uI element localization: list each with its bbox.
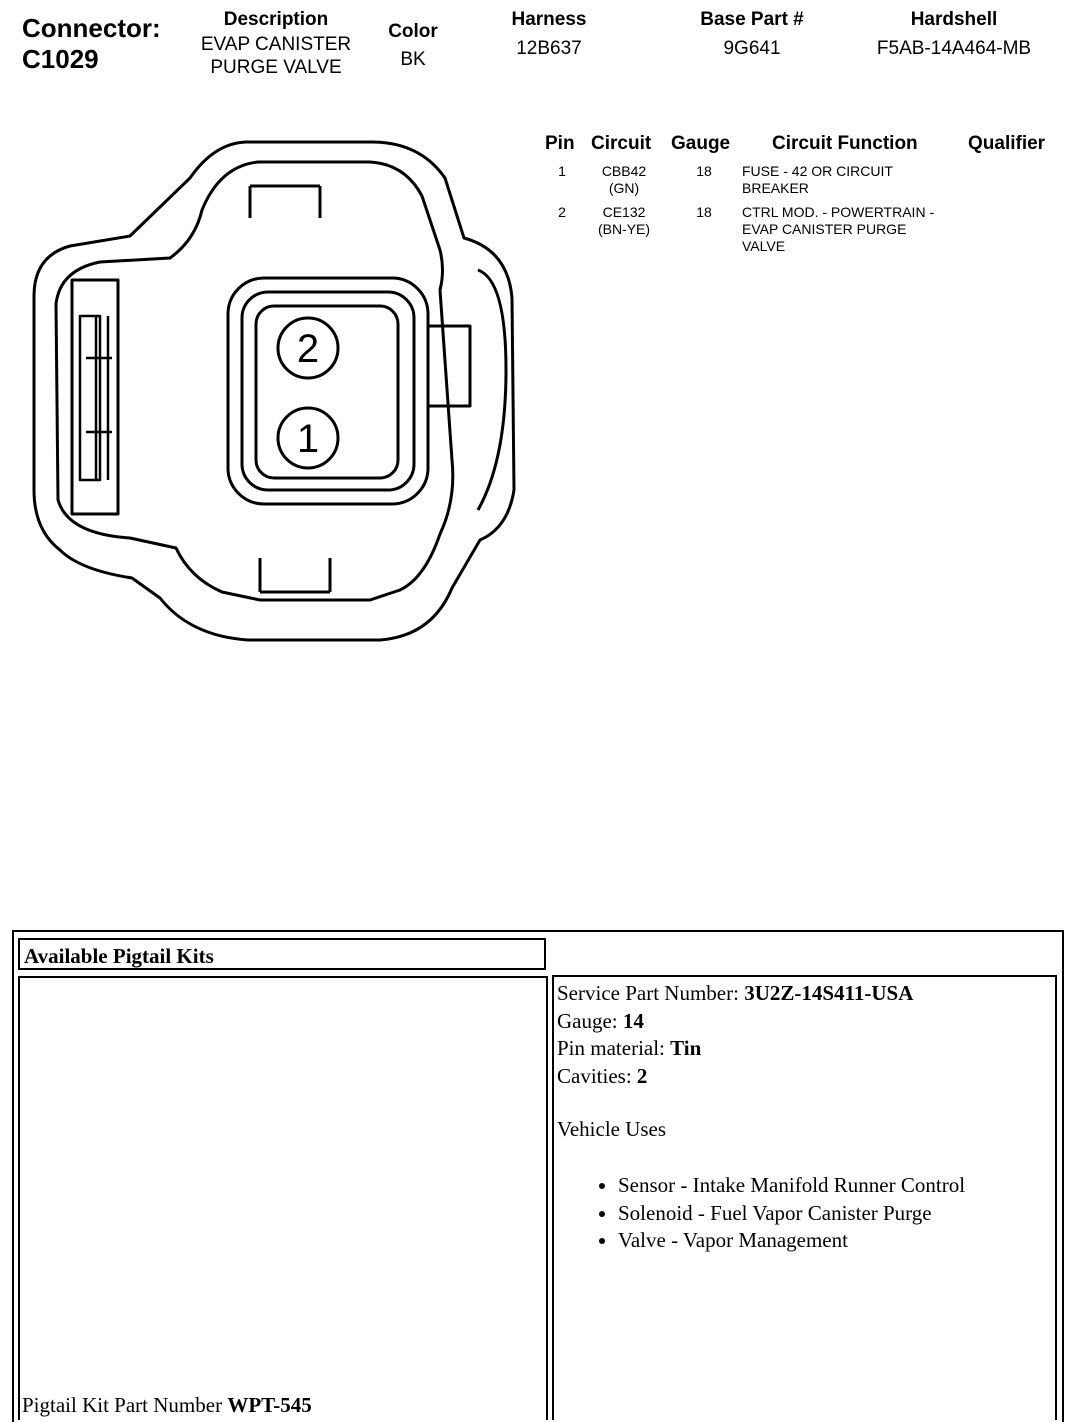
color-value: BK [400, 49, 426, 70]
kit-part-label: Pigtail Kit Part Number [22, 1393, 228, 1417]
kit-part-value: WPT-545 [227, 1393, 312, 1417]
row1-function-line1: FUSE - 42 OR CIRCUIT [742, 163, 893, 179]
pigtail-kit-image-panel [18, 976, 548, 1420]
vehicle-uses-title: Vehicle Uses [557, 1117, 667, 1141]
pin-1-label: 1 [296, 417, 320, 461]
row1-circuit-color: (GN) [608, 180, 640, 196]
cavities-label: Cavities: [557, 1063, 637, 1088]
base-part-heading: Base Part # [700, 9, 804, 30]
gauge-col-header: Gauge [671, 133, 731, 154]
qualifier-col-header: Qualifier [968, 133, 1046, 154]
bottom-key-tab [260, 558, 330, 592]
row2-pin: 2 [558, 204, 566, 220]
connector-heading [22, 13, 161, 75]
row1-circuit-code: CBB42 [601, 163, 647, 179]
color-column [373, 20, 453, 71]
row2-circuit-code: CE132 [602, 204, 646, 220]
top-key-tab [250, 186, 320, 218]
housing-outer-outline [34, 142, 514, 640]
row2-function [742, 204, 972, 255]
housing-inner-outline [56, 162, 453, 600]
row1-pin: 1 [558, 163, 566, 179]
color-heading: Color [388, 21, 438, 42]
connector-id: C1029 [22, 44, 99, 74]
row2-function-line2: EVAP CANISTER PURGE [742, 221, 907, 237]
service-part-line [557, 980, 1055, 1008]
connector-face-diagram [20, 130, 540, 650]
cavities-line [557, 1063, 1055, 1091]
description-line2: PURGE VALVE [210, 57, 342, 78]
row2-gauge: 18 [696, 204, 712, 220]
pin-2-label: 2 [296, 327, 320, 371]
description-column [176, 8, 376, 79]
row1-function [742, 163, 962, 197]
vehicle-use-item: • Solenoid - Fuel Vapor Canister Purge [618, 1200, 1055, 1228]
pigtail-kit-details-panel [552, 975, 1057, 1420]
row1-circuit [580, 163, 668, 197]
pigtail-kit-title: Available Pigtail Kits [18, 938, 546, 970]
service-part-label: Service Part Number: [557, 981, 745, 1005]
description-heading: Description [223, 9, 329, 30]
vehicle-use-item: • Valve - Vapor Management [618, 1227, 1055, 1255]
hardshell-value: F5AB-14A464-MB [876, 38, 1032, 59]
vehicle-use-item: • Sensor - Intake Manifold Runner Control [618, 1172, 1055, 1200]
pin-material-label: Pin material: [557, 1036, 671, 1060]
circuit-col-header: Circuit [591, 133, 652, 154]
function-col-header: Circuit Function [772, 133, 918, 154]
gauge-label: Gauge: [557, 1008, 623, 1033]
hardshell-heading: Hardshell [910, 9, 998, 30]
row2-function-line3: VALVE [742, 238, 786, 254]
pigtail-kit-part-number [22, 1393, 312, 1418]
pin-material-line [557, 1035, 1055, 1063]
service-part-value: 3U2Z-14S411-USA [744, 981, 914, 1005]
hardshell-column [854, 8, 1054, 60]
description-line1: EVAP CANISTER [200, 34, 352, 55]
row2-circuit-color: (BN-YE) [597, 221, 651, 237]
cavities-value: 2 [636, 1063, 648, 1088]
cavity-insert [256, 306, 398, 478]
row2-function-line1: CTRL MOD. - POWERTRAIN - [742, 204, 935, 220]
gauge-line [557, 1008, 1055, 1036]
pin-col-header: Pin [545, 133, 575, 154]
row1-function-line2: BREAKER [742, 180, 809, 196]
vehicle-uses-list [554, 1172, 1055, 1255]
connector-label: Connector: [22, 13, 161, 43]
harness-heading: Harness [511, 9, 587, 30]
row1-gauge: 18 [696, 163, 712, 179]
gauge-value: 14 [622, 1008, 644, 1033]
right-key-tab [428, 326, 470, 406]
right-lip [478, 270, 506, 510]
row2-circuit [580, 204, 668, 238]
base-part-value: 9G641 [723, 38, 781, 59]
harness-column [469, 8, 629, 60]
harness-value: 12B637 [516, 38, 582, 59]
base-part-column [662, 8, 842, 60]
pin-material-value: Tin [670, 1036, 702, 1060]
